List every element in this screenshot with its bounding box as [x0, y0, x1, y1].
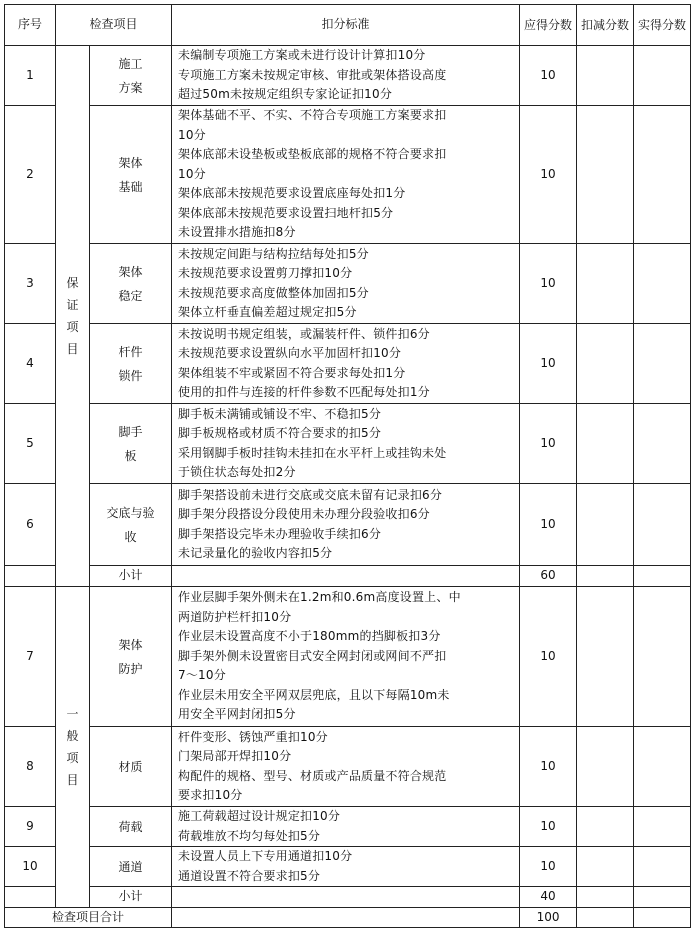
- item-name: [90, 847, 172, 887]
- table-row: [5, 587, 691, 727]
- group-general-label: 一般项目: [66, 706, 79, 787]
- table-row: [5, 847, 691, 887]
- header-item: 检查项目: [56, 5, 172, 46]
- standard-line: 脚手架外侧未设置密目式安全网封闭或网间不严扣: [178, 648, 447, 663]
- header-standard: 扣分标准: [172, 5, 520, 46]
- item-name: [90, 46, 172, 106]
- row-number: 2: [5, 106, 56, 244]
- standard-line: 采用钢脚手板时挂钩未挂扣在水平杆上或挂钩未处: [178, 445, 447, 460]
- actual-score[interactable]: [634, 106, 691, 244]
- subtotal-row-general: [5, 887, 691, 908]
- standard-line: 未编制专项施工方案或未进行设计计算扣10分: [178, 48, 426, 63]
- subtotal-actual-score[interactable]: [634, 887, 691, 908]
- item-name: [90, 587, 172, 727]
- row-number: 5: [5, 404, 56, 484]
- standard-line: 未按规定间距与结构拉结每处扣5分: [178, 246, 369, 261]
- table-row: [5, 404, 691, 484]
- standard-line: 脚手板未满铺或铺设不牢、不稳扣5分: [178, 406, 382, 421]
- actual-score[interactable]: [634, 727, 691, 807]
- standard-line: 架体组装不牢或紧固不符合要求每处扣1分: [178, 365, 406, 380]
- standard-line: 专项施工方案未按规定审核、审批或架体搭设高度: [178, 67, 447, 82]
- item-name-text: 施工方案: [118, 56, 143, 95]
- standard-line: 作业层未设置高度不小于180mm的挡脚板扣3分: [178, 629, 441, 644]
- header-row: [5, 5, 691, 46]
- item-name-text: 交底与验 收: [106, 505, 155, 544]
- standard-line: 未设置人员上下专用通道扣10分: [178, 849, 353, 863]
- header-actual-score: 实得分数: [634, 5, 691, 46]
- due-score: 10: [520, 404, 577, 484]
- table-row: [5, 106, 691, 244]
- standard-line: 架体底部未设垫板或垫板底部的规格不符合要求扣: [178, 147, 447, 162]
- total-actual-score[interactable]: [634, 907, 691, 928]
- group-guarantee-label: 保证项目: [66, 276, 79, 356]
- item-name: [90, 106, 172, 244]
- standard-line: 作业层未用安全平网双层兜底，且以下每隔10m未: [178, 687, 450, 702]
- item-name: [90, 404, 172, 484]
- table-row: [5, 484, 691, 566]
- item-name: [90, 727, 172, 807]
- item-name-text: 架体稳定: [118, 264, 143, 303]
- total-standard: [172, 907, 520, 928]
- deduction-standard: [172, 727, 520, 807]
- item-name-text: 架体基础: [118, 155, 143, 194]
- deduction-standard: [172, 484, 520, 566]
- actual-score[interactable]: [634, 587, 691, 727]
- standard-line: 未设置排水措施扣8分: [178, 225, 296, 240]
- header-seq: 序号: [5, 5, 56, 46]
- actual-score[interactable]: [634, 244, 691, 324]
- due-score: 10: [520, 727, 577, 807]
- standard-line: 通道设置不符合要求扣5分: [178, 868, 321, 883]
- deduct-score[interactable]: [577, 807, 634, 847]
- standard-line: 未按规范要求高度做整体加固扣5分: [178, 285, 369, 300]
- deduction-standard: [172, 404, 520, 484]
- subtotal-row-guarantee: [5, 566, 691, 587]
- row-number: 8: [5, 727, 56, 807]
- standard-line: 架体立杆垂直偏差超过规定扣5分: [178, 305, 357, 319]
- actual-score[interactable]: [634, 324, 691, 404]
- group-guarantee: [56, 46, 90, 587]
- due-score: 10: [520, 587, 577, 727]
- deduct-score[interactable]: [577, 46, 634, 106]
- due-score: 10: [520, 807, 577, 847]
- due-score: 10: [520, 46, 577, 106]
- item-name: [90, 484, 172, 566]
- subtotal-due-score: 60: [520, 566, 577, 587]
- deduction-standard: [172, 807, 520, 847]
- standard-line: 脚手架分段搭设分段使用未办理分段验收扣6分: [178, 507, 430, 521]
- standard-line: 两道防护栏杆扣10分: [178, 609, 292, 624]
- standard-line: 未记录量化的验收内容扣5分: [178, 546, 333, 560]
- actual-score[interactable]: [634, 404, 691, 484]
- standard-line: 10分: [178, 166, 206, 181]
- header-deduct-score: 扣减分数: [577, 5, 634, 46]
- standard-line: 杆件变形、锈蚀严重扣10分: [178, 729, 328, 744]
- due-score: 10: [520, 244, 577, 324]
- standard-line: 荷载堆放不均匀每处扣5分: [178, 828, 321, 843]
- row-number: 4: [5, 324, 56, 404]
- actual-score[interactable]: [634, 484, 691, 566]
- row-number: 7: [5, 587, 56, 727]
- item-name: [90, 807, 172, 847]
- standard-line: 用安全平网封闭扣5分: [178, 707, 296, 722]
- subtotal-seq: [5, 887, 56, 908]
- row-number: 9: [5, 807, 56, 847]
- standard-line: 7～10分: [178, 668, 226, 683]
- subtotal-standard: [172, 887, 520, 908]
- standard-line: 架体基础不平、不实、不符合专项施工方案要求扣: [178, 108, 447, 123]
- total-label: 检查项目合计: [5, 907, 172, 928]
- subtotal-due-score: 40: [520, 887, 577, 908]
- due-score: 10: [520, 484, 577, 566]
- inspection-table: [4, 4, 691, 928]
- standard-line: 门架局部开焊扣10分: [178, 749, 292, 763]
- subtotal-actual-score[interactable]: [634, 566, 691, 587]
- standard-line: 未按规范要求设置纵向水平加固杆扣10分: [178, 346, 402, 360]
- deduction-standard: [172, 587, 520, 727]
- total-due-score: 100: [520, 907, 577, 928]
- actual-score[interactable]: [634, 807, 691, 847]
- standard-line: 架体底部未按规范要求设置底座每处扣1分: [178, 186, 406, 201]
- deduction-standard: [172, 46, 520, 106]
- deduction-standard: [172, 324, 520, 404]
- row-number: 10: [5, 847, 56, 887]
- deduct-score[interactable]: [577, 727, 634, 807]
- table-row: [5, 727, 691, 807]
- due-score: 10: [520, 847, 577, 887]
- item-name-text: 材质: [118, 759, 143, 774]
- table-row: [5, 807, 691, 847]
- total-deduct-score[interactable]: [577, 907, 634, 928]
- item-name-text: 架体防护: [118, 637, 143, 676]
- deduct-score[interactable]: [577, 847, 634, 887]
- standard-line: 作业层脚手架外侧未在1.2m和0.6m高度设置上、中: [178, 590, 461, 605]
- standard-line: 未按规范要求设置剪刀撑扣10分: [178, 266, 353, 280]
- subtotal-standard: [172, 566, 520, 587]
- due-score: 10: [520, 106, 577, 244]
- row-number: 3: [5, 244, 56, 324]
- subtotal-deduct-score[interactable]: [577, 887, 634, 908]
- due-score: 10: [520, 324, 577, 404]
- subtotal-deduct-score[interactable]: [577, 566, 634, 587]
- total-row: [5, 907, 691, 928]
- group-general: [56, 587, 90, 908]
- table-row: [5, 244, 691, 324]
- standard-line: 于锁住状态每处扣2分: [178, 465, 296, 479]
- item-name-text: 杆件锁件: [118, 344, 143, 383]
- actual-score[interactable]: [634, 847, 691, 887]
- standard-line: 脚手板规格或材质不符合要求的扣5分: [178, 426, 382, 440]
- standard-line: 10分: [178, 127, 206, 142]
- row-number: 1: [5, 46, 56, 106]
- item-name: [90, 244, 172, 324]
- table-row: [5, 46, 691, 106]
- standard-line: 构配件的规格、型号、材质或产品质量不符合规范: [178, 768, 447, 783]
- item-name-text: 通道: [118, 859, 143, 874]
- item-name-text: 荷载: [118, 819, 143, 834]
- deduct-score[interactable]: [577, 324, 634, 404]
- standard-line: 施工荷载超过设计规定扣10分: [178, 809, 341, 823]
- standard-line: 使用的扣件与连接的杆件参数不匹配每处扣1分: [178, 385, 430, 399]
- standard-line: 超过50m未按规定组织专家论证扣10分: [178, 87, 393, 102]
- deduct-score[interactable]: [577, 244, 634, 324]
- deduct-score[interactable]: [577, 404, 634, 484]
- deduction-standard: [172, 106, 520, 244]
- deduct-score[interactable]: [577, 587, 634, 727]
- actual-score[interactable]: [634, 46, 691, 106]
- standard-line: 脚手架搭设前未进行交底或交底未留有记录扣6分: [178, 487, 443, 502]
- standard-line: 架体底部未按规范要求设置扫地杆扣5分: [178, 205, 394, 220]
- item-name-text: 脚手板: [118, 424, 143, 463]
- deduction-standard: [172, 244, 520, 324]
- subtotal-label: 小计: [90, 887, 172, 908]
- standard-line: 脚手架搭设完毕未办理验收手续扣6分: [178, 526, 382, 541]
- row-number: 6: [5, 484, 56, 566]
- deduct-score[interactable]: [577, 484, 634, 566]
- deduction-standard: [172, 847, 520, 887]
- subtotal-seq: [5, 566, 56, 587]
- standard-line: 未按说明书规定组装，或漏装杆件、锁件扣6分: [178, 326, 430, 341]
- header-due-score: 应得分数: [520, 5, 577, 46]
- subtotal-label: 小计: [90, 566, 172, 587]
- deduct-score[interactable]: [577, 106, 634, 244]
- table-row: [5, 324, 691, 404]
- standard-line: 要求扣10分: [178, 788, 243, 802]
- item-name: [90, 324, 172, 404]
